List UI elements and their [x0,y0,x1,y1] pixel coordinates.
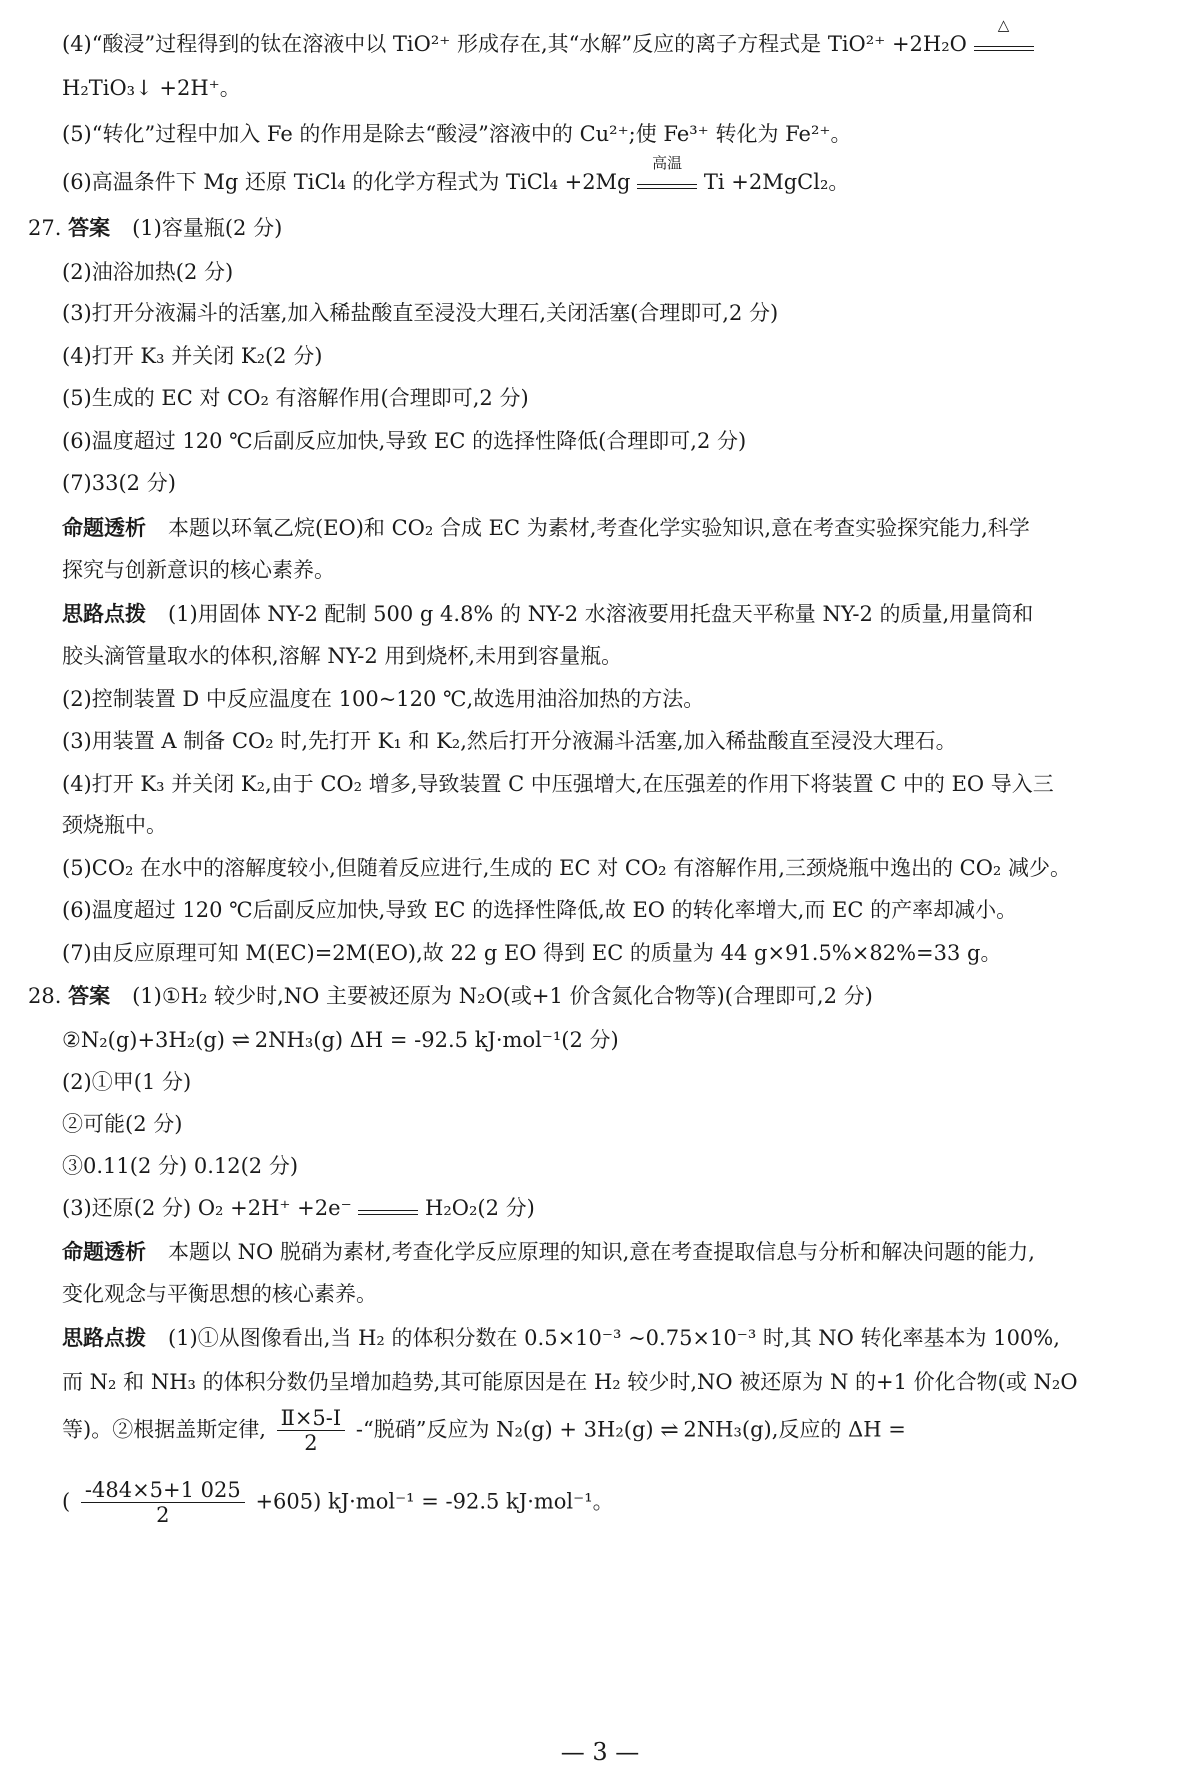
q27-hint-4-cont: 颈烧瓶中。 [62,813,167,837]
calc-fraction: $\frac{-484\times 5+1 025}{2}$ [81,1480,245,1526]
q27-hint-5: (5)CO₂ 在水中的溶解度较小,但随着反应进行,生成的 EC 对 CO₂ 有溶解作用,三颈烧瓶中逸出的 CO₂ 减少。 [62,856,1072,880]
heating-equals-sign: △ [974,38,1034,51]
a27-5: (5)生成的 EC 对 CO₂ 有溶解作用(合理即可,2 分) [62,386,529,410]
a28-5: ③0.11(2 分) 0.12(2 分) [62,1154,299,1178]
page-number: — 3 — [560,1738,640,1766]
q28-hint-1-cont: 而 N₂ 和 NH₃ 的体积分数仍呈增加趋势,其可能原因是在 H₂ 较少时,NO 被还原为 N 的+1 价化合物(或 N₂O [62,1370,1078,1394]
q27-hint-1: 思路点拨 (1)用固体 NY-2 配制 500 g 4.8% 的 NY-2 水溶液要用托盘天平称量 NY-2 的质量,用量筒和 [62,602,1034,626]
a27-2: (2)油浴加热(2 分) [62,260,234,284]
q27-hint-4: (4)打开 K₃ 并关闭 K₂,由于 CO₂ 增多,导致装置 C 中压强增大,在压强差的作用下将装置 C 中的 EO 导入三 [62,772,1054,796]
q28-analysis-cont: 变化观念与平衡思想的核心素养。 [62,1282,377,1306]
a28-3: (2)①甲(1 分) [62,1070,192,1094]
q27-answer-heading: 27. 答案 (1)容量瓶(2 分) [28,216,283,240]
line-6-reduction: (6)高温条件下 Mg 还原 TiCl₄ 的化学方程式为 TiCl₄ +2Mg 高温 Ti +2MgCl₂。 [62,154,850,194]
a28-2: ②N₂(g)+3H₂(g) ⇌ 2NH₃(g) ΔH = -92.5 kJ·mol⁻¹(2 分) [62,1028,619,1053]
line-4-hydrolysis: (4)“酸浸”过程得到的钛在溶液中以 TiO²⁺ 形成存在,其“水解”反应的离子方程式是 TiO²⁺ +2H₂O △ [62,34,1034,55]
reversible-arrow-icon: ⇌ [231,1028,249,1053]
q27-hint-1-cont: 胶头滴管量取水的体积,溶解 NY-2 用到烧杯,未用到容量瓶。 [62,644,623,668]
reversible-arrow-icon: ⇌ [660,1417,677,1443]
q28-analysis: 命题透析 本题以 NO 脱硝为素材,考查化学反应原理的知识,意在考查提取信息与分析和解决问题的能力, [62,1240,1035,1264]
q27-hint-3: (3)用装置 A 制备 CO₂ 时,先打开 K₁ 和 K₂,然后打开分液漏斗活塞,加入稀盐酸直至浸没大理石。 [62,729,957,753]
q28-hint-hess: 等)。②根据盖斯定律, $\frac{\text{Ⅱ×5-Ⅰ}}{2}$ -“脱硝”反应为 N₂(g) + 3H₂(g) ⇌ 2NH₃(g),反应的 ΔH = [62,1406,906,1455]
high-temp-equals-sign: 高温 [637,176,697,189]
q27-hint-6: (6)温度超过 120 ℃后副反应加快,导致 EC 的选择性降低,故 EO 的转化率增大,而 EC 的产率却减小。 [62,898,1018,922]
a28-4: ②可能(2 分) [62,1112,183,1136]
equals-sign [358,1202,418,1215]
line-4-continued: H₂TiO₃↓ +2H⁺。 [62,76,241,100]
q28-hint-1: 思路点拨 (1)①从图像看出,当 H₂ 的体积分数在 0.5×10⁻³ ~0.75×10⁻³ 时,其 NO 转化率基本为 100%, [62,1326,1060,1350]
a27-4: (4)打开 K₃ 并关闭 K₂(2 分) [62,344,323,368]
q28-answer-heading: 28. 答案 (1)①H₂ 较少时,NO 主要被还原为 N₂O(或+1 价含氮化合物等)(合理即可,2 分) [28,984,873,1008]
a27-7: (7)33(2 分) [62,471,176,495]
q27-hint-7: (7)由反应原理可知 M(EC)=2M(EO),故 22 g EO 得到 EC 的质量为 44 g×91.5%×82%=33 g。 [62,941,1002,965]
hess-fraction: $\frac{\text{Ⅱ×5-Ⅰ}}{2}$ [277,1408,346,1454]
q27-analysis: 命题透析 本题以环氧乙烷(EO)和 CO₂ 合成 EC 为素材,考查化学实验知识,意在考查实验探究能力,科学 [62,516,1030,540]
q27-analysis-cont: 探究与创新意识的核心素养。 [62,558,335,582]
line-5-conversion: (5)“转化”过程中加入 Fe 的作用是除去“酸浸”溶液中的 Cu²⁺;使 Fe³⁺ 转化为 Fe²⁺。 [62,122,852,146]
q28-hint-calc: ( $\frac{-484\times 5+1 025}{2}$ +605) kJ·mol⁻¹ = -92.5 kJ·mol⁻¹。 [62,1478,614,1527]
a27-6: (6)温度超过 120 ℃后副反应加快,导致 EC 的选择性降低(合理即可,2 分) [62,429,747,453]
q27-hint-2: (2)控制装置 D 中反应温度在 100~120 ℃,故选用油浴加热的方法。 [62,687,705,711]
a28-6: (3)还原(2 分) O₂ +2H⁺ +2e⁻ H₂O₂(2 分) [62,1196,535,1220]
a27-3: (3)打开分液漏斗的活塞,加入稀盐酸直至浸没大理石,关闭活塞(合理即可,2 分) [62,301,779,325]
